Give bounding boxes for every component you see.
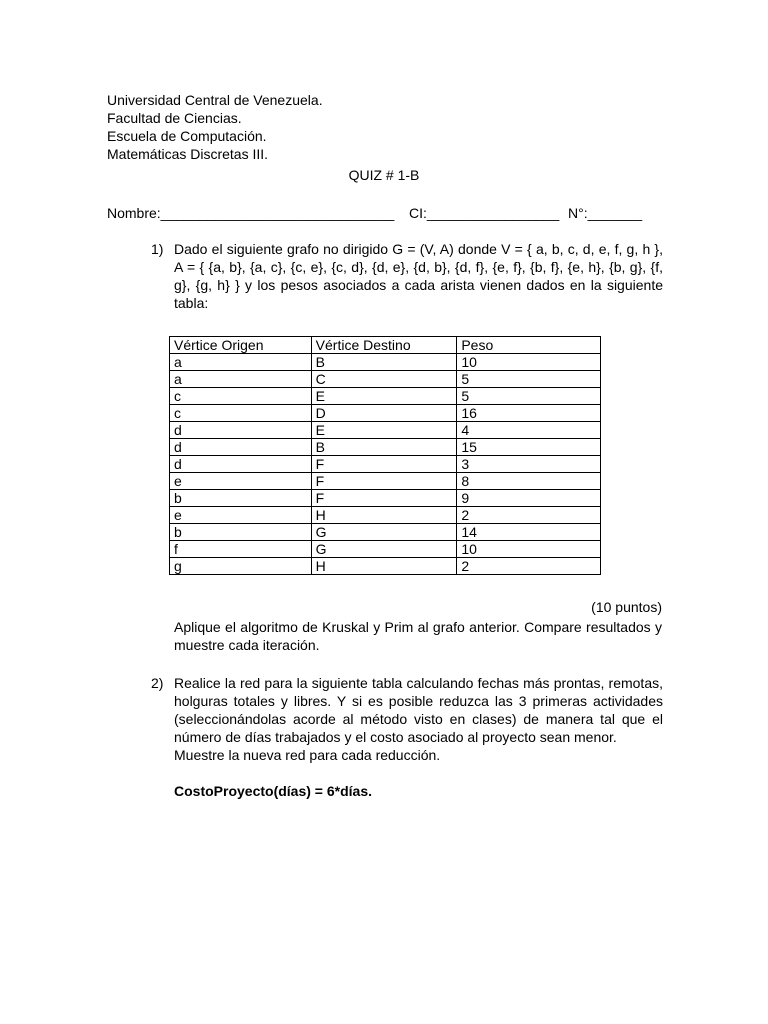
edge-weights-table — [169, 336, 601, 575]
ci-field: CI:_________________ — [409, 205, 560, 221]
header-origin: Vértice Origen — [170, 337, 312, 354]
cell-destination: E — [311, 388, 457, 405]
question-1 — [151, 240, 663, 312]
table-row — [170, 354, 601, 371]
cell-origin: c — [170, 388, 312, 405]
numero-field: N°:_______ — [568, 205, 643, 221]
cell-destination: B — [311, 439, 457, 456]
cell-destination: H — [311, 507, 457, 524]
header-university: Universidad Central de Venezuela. — [107, 92, 323, 108]
header-weight: Peso — [457, 337, 601, 354]
cell-weight: 9 — [457, 490, 601, 507]
question-2-number: 2) — [151, 675, 164, 691]
table-row — [170, 405, 601, 422]
cell-origin: b — [170, 524, 312, 541]
cell-origin: d — [170, 422, 312, 439]
cell-weight: 4 — [457, 422, 601, 439]
table-row — [170, 439, 601, 456]
cell-weight: 14 — [457, 524, 601, 541]
table-header-row — [170, 337, 601, 354]
table-row — [170, 541, 601, 558]
table-row — [170, 422, 601, 439]
cell-weight: 5 — [457, 371, 601, 388]
nombre-field: Nombre:______________________________ — [107, 205, 395, 221]
cell-destination: C — [311, 371, 457, 388]
question-1-number: 1) — [151, 241, 164, 257]
table-row — [170, 371, 601, 388]
question-1-text: Dado el siguiente grafo no dirigido G = (V, A) donde V = { a, b, c, d, e, f, g, h }, A = { {a, b}, {a, c}, {c, e}, {c, d}, {d, e}, {d, b}, {d, f}, {e, f}, {b, f}, {e, h}, {b, g}, {f, g}, {g, h} } y los pesos asociados a cada arista vienen dados en la siguiente tabla: — [174, 241, 663, 311]
cell-weight: 2 — [457, 558, 601, 575]
question-2 — [151, 674, 663, 800]
points-label: (10 puntos) — [591, 599, 662, 615]
question-2-text: Realice la red para la siguiente tabla calculando fechas más prontas, remotas, holguras totales y libres. Y si es posible reduzca las 3 primeras actividades (seleccionándolas acorde al método visto en clases) de manera tal que el número de días trabajados y el costo asociado al proyecto sean menor. — [174, 675, 663, 745]
table-row — [170, 473, 601, 490]
header-destination: Vértice Destino — [311, 337, 457, 354]
cell-weight: 2 — [457, 507, 601, 524]
cell-destination: G — [311, 524, 457, 541]
header-faculty: Facultad de Ciencias. — [107, 110, 242, 126]
cell-destination: F — [311, 473, 457, 490]
cost-formula: CostoProyecto(días) = 6*días. — [174, 783, 373, 799]
cell-origin: b — [170, 490, 312, 507]
cell-destination: D — [311, 405, 457, 422]
cell-destination: F — [311, 456, 457, 473]
cell-weight: 3 — [457, 456, 601, 473]
cell-origin: c — [170, 405, 312, 422]
cell-origin: a — [170, 371, 312, 388]
question-2-text2: Muestre la nueva red para cada reducción. — [174, 747, 441, 763]
table-row — [170, 388, 601, 405]
cell-origin: e — [170, 473, 312, 490]
table-row — [170, 456, 601, 473]
header-course: Matemáticas Discretas III. — [107, 146, 269, 162]
table-row — [170, 507, 601, 524]
table-row — [170, 490, 601, 507]
cell-destination: F — [311, 490, 457, 507]
cell-origin: f — [170, 541, 312, 558]
question-1-instruction: Aplique el algoritmo de Kruskal y Prim al grafo anterior. Compare resultados y muestre cada iteración. — [174, 619, 662, 653]
cell-destination: B — [311, 354, 457, 371]
table-row — [170, 558, 601, 575]
cell-weight: 5 — [457, 388, 601, 405]
institution-header — [107, 91, 323, 163]
cell-destination: G — [311, 541, 457, 558]
cell-origin: a — [170, 354, 312, 371]
cell-weight: 10 — [457, 541, 601, 558]
cell-weight: 16 — [457, 405, 601, 422]
quiz-title: QUIZ # 1-B — [348, 167, 420, 183]
cell-origin: d — [170, 439, 312, 456]
header-school: Escuela de Computación. — [107, 128, 267, 144]
cell-destination: H — [311, 558, 457, 575]
table-row — [170, 524, 601, 541]
cell-weight: 8 — [457, 473, 601, 490]
cell-origin: e — [170, 507, 312, 524]
cell-origin: d — [170, 456, 312, 473]
cell-weight: 10 — [457, 354, 601, 371]
cell-origin: g — [170, 558, 312, 575]
cell-weight: 15 — [457, 439, 601, 456]
cell-destination: E — [311, 422, 457, 439]
